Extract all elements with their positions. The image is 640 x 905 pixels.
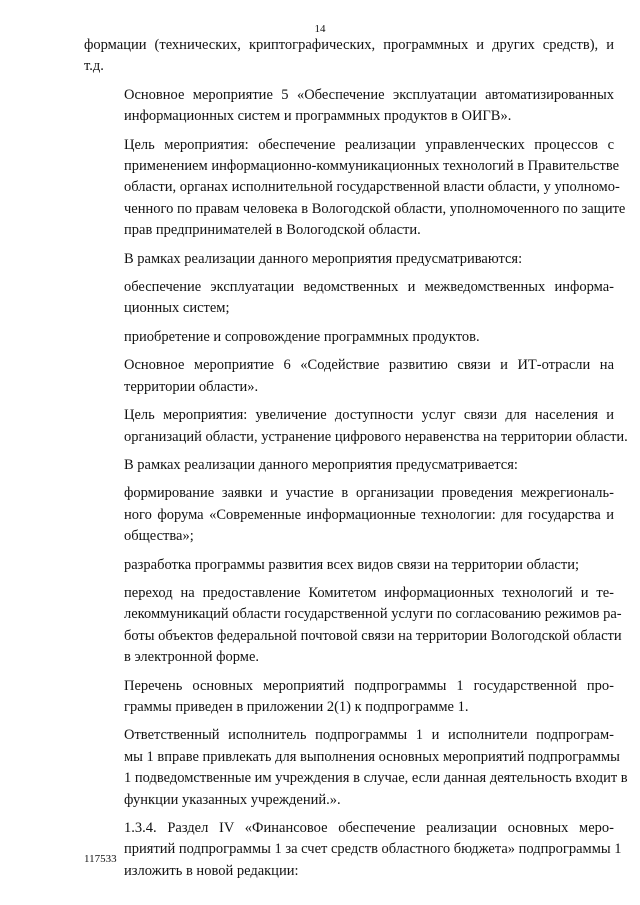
paragraph	[84, 85, 614, 128]
text-line: мы 1 вправе привлекать для выполнения основных мероприятий подпрограммы	[124, 748, 620, 765]
text-line: граммы приведен в приложении 2(1) к подпрограмме 1.	[124, 698, 469, 715]
page-number: 14	[314, 23, 326, 35]
text-line: Перечень основных мероприятий подпрограммы 1 государственной про-	[124, 677, 614, 694]
text-line: переход на предоставление Комитетом информационных технологий и те-	[124, 584, 614, 601]
text-line: в электронной форме.	[124, 649, 260, 666]
text-line: т.д.	[84, 58, 104, 75]
paragraph	[84, 135, 626, 242]
paragraph	[84, 277, 614, 320]
paragraph	[84, 583, 622, 669]
paragraph	[84, 249, 614, 270]
text-line: изложить в новой редакции:	[124, 862, 299, 879]
text-line: В рамках реализации данного мероприятия предусматриваются:	[124, 250, 523, 267]
text-line: Основное мероприятие 5 «Обеспечение эксплуатации автоматизированных	[124, 86, 614, 103]
text-line: 1 подведомственные им учреждения в случае, если данная деятельность входит в	[124, 770, 628, 787]
text-line: формирование заявки и участие в организации проведения межрегиональ-	[124, 485, 614, 502]
text-line: В рамках реализации данного мероприятия предусматривается:	[124, 456, 518, 473]
document-body	[84, 35, 628, 889]
paragraph	[84, 725, 628, 811]
paragraph	[84, 405, 628, 448]
paragraph	[84, 676, 614, 719]
paragraph	[84, 555, 614, 576]
text-line: формации (технических, криптографических, программных и других средств), и	[84, 37, 614, 53]
text-line: функции указанных учреждений.».	[124, 791, 341, 808]
paragraph	[84, 818, 622, 882]
text-line: организаций области, устранение цифрового неравенства на территории области.	[124, 428, 628, 445]
paragraph	[84, 355, 614, 398]
text-line: разработка программы развития всех видов связи на территории области;	[124, 556, 579, 573]
text-line: Цель мероприятия: увеличение доступности услуг связи для населения и	[124, 407, 614, 424]
text-line: обеспечение эксплуатации ведомственных и межведомственных информа-	[124, 279, 614, 296]
text-line: лекоммуникаций области государственной услуги по согласованию режимов ра-	[124, 606, 622, 623]
text-line: области, органах исполнительной государственной власти области, у уполномо-	[124, 179, 620, 196]
text-line: приобретение и сопровождение программных продуктов.	[124, 328, 480, 345]
paragraph	[84, 327, 614, 348]
document-code: 117533	[84, 853, 117, 865]
paragraph	[84, 35, 614, 78]
text-line: ного форума «Современные информационные технологии: для государства и	[124, 506, 614, 523]
text-line: 1.3.4. Раздел IV «Финансовое обеспечение реализации основных меро-	[124, 820, 614, 836]
text-line: Цель мероприятия: обеспечение реализации управленческих процессов с	[124, 136, 614, 153]
text-line: ченного по правам человека в Вологодской области, уполномоченного по защите	[124, 200, 626, 217]
text-line: прав предпринимателей в Вологодской области.	[124, 222, 421, 239]
text-line: общества»;	[124, 528, 194, 545]
text-line: информационных систем и программных продуктов в ОИГВ».	[124, 108, 512, 125]
text-line: применением информационно-коммуникационных технологий в Правительстве	[124, 158, 620, 175]
text-line: боты объектов федеральной почтовой связи на территории Вологодской области	[124, 627, 622, 644]
paragraph	[84, 455, 614, 476]
text-line: приятий подпрограммы 1 за счет средств областного бюджета» подпрограммы 1	[124, 841, 622, 858]
text-line: Основное мероприятие 6 «Содействие развитию связи и ИТ-отрасли на	[124, 357, 614, 374]
text-line: ционных систем;	[124, 300, 230, 317]
text-line: Ответственный исполнитель подпрограммы 1 и исполнители подпрограм-	[124, 727, 614, 744]
text-line: территории области».	[124, 378, 259, 395]
paragraph	[84, 483, 614, 547]
